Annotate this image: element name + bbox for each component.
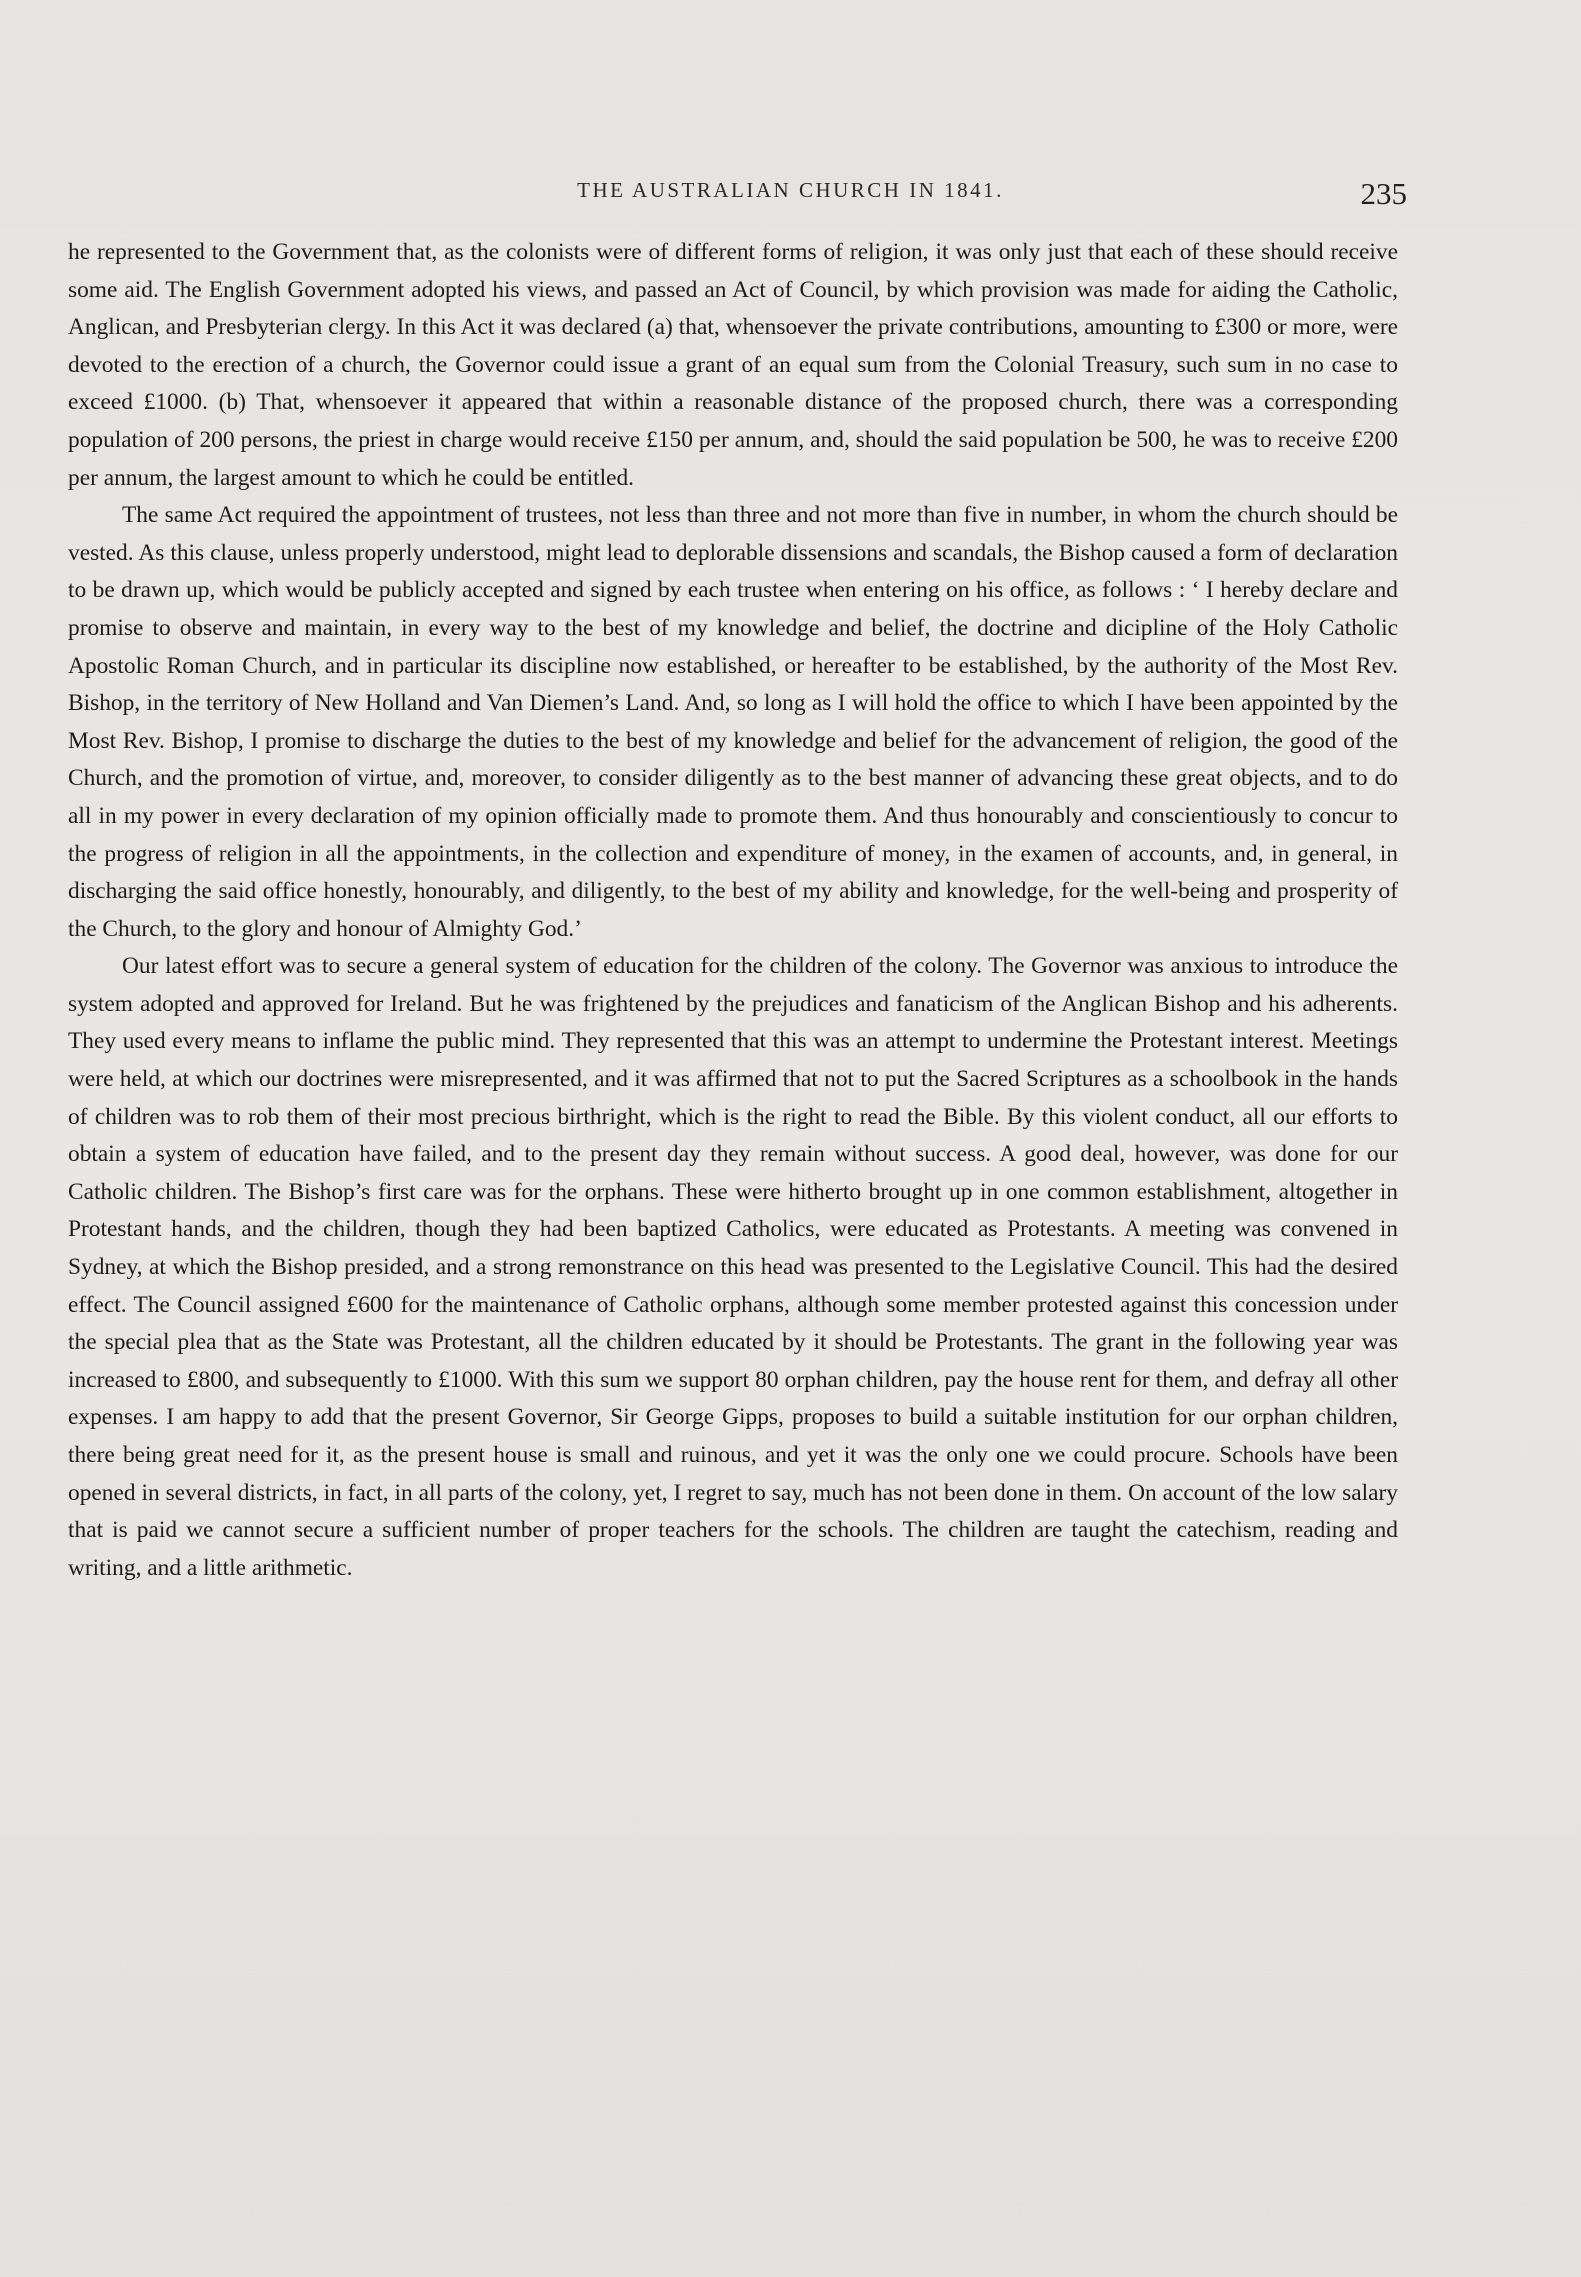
- paragraph-trustees: The same Act required the appointment of trustees, not less than three and not more than five in number, in whom the church should be vested. As this clause, unless properly understood, might lead to deplorable dissensions and scandals, the Bishop caused a form of declaration to be drawn up, which would be publicly accepted and signed by each trustee when entering on his office, as follows : ‘ I hereby declare and promise to observe and maintain, in every way to the best of my knowledge and belief, the doctrine and dicipline of the Holy Catholic Apostolic Roman Church, and in particular its discipline now established, or hereafter to be established, by the authority of the Most Rev. Bishop, in the territory of New Holland and Van Diemen’s Land. And, so long as I will hold the office to which I have been appointed by the Most Rev. Bishop, I promise to discharge the duties to the best of my knowledge and belief for the advancement of religion, the good of the Church, and the promotion of virtue, and, moreover, to consider diligently as to the best manner of advancing these great objects, and to do all in my power in every declaration of my opinion officially made to promote them. And thus honourably and conscientiously to concur to the progress of religion in all the appointments, in the collection and expenditure of money, in the examen of accounts, and, in general, in discharging the said office honestly, honourably, and diligently, to the best of my ability and knowledge, for the well-being and prosperity of the Church, to the glory and honour of Almighty God.’: [68, 502, 1398, 942]
- running-head: [0, 172, 1581, 222]
- page-number: 235: [1360, 176, 1407, 211]
- running-title: THE AUSTRALIAN CHURCH IN 1841.: [577, 178, 1004, 202]
- body-text: [68, 234, 1398, 1587]
- paragraph-education: Our latest effort was to secure a general system of education for the children of the colony. The Governor was anxious to introduce the system adopted and approved for Ireland. But he was frightened by the prejudices and fanaticism of the Anglican Bishop and his adherents. They used every means to inflame the public mind. They represented that this was an attempt to undermine the Protestant interest. Meetings were held, at which our doctrines were misrepresented, and it was affirmed that not to put the Sacred Scriptures as a schoolbook in the hands of children was to rob them of their most precious birthright, which is the right to read the Bible. By this violent conduct, all our efforts to obtain a system of education have failed, and to the present day they remain without success. A good deal, however, was done for our Catholic children. The Bishop’s first care was for the orphans. These were hitherto brought up in one common establishment, altogether in Protestant hands, and the children, though they had been baptized Catholics, were educated as Protestants. A meeting was convened in Sydney, at which the Bishop presided, and a strong remonstrance on this head was presented to the Legislative Council. This had the desired effect. The Council assigned £600 for the maintenance of Catholic orphans, although some member protested against this concession under the special plea that as the State was Protestant, all the children educated by it should be Protestants. The grant in the following year was increased to £800, and subsequently to £1000. With this sum we support 80 orphan children, pay the house rent for them, and defray all other expenses. I am happy to add that the present Governor, Sir George Gipps, proposes to build a suitable institution for our orphan children, there being great need for it, as the present house is small and ruinous, and yet it was the only one we could procure. Schools have been opened in several districts, in fact, in all parts of the colony, yet, I regret to say, much has not been done in them. On account of the low salary that is paid we cannot secure a sufficient number of proper teachers for the schools. The children are taught the catechism, reading and writing, and a little arithmetic.: [68, 953, 1398, 1581]
- paragraph-continued: he represented to the Government that, as the colonists were of different forms of religion, it was only just that each of these should receive some aid. The English Government adopted his views, and passed an Act of Council, by which provision was made for aiding the Catholic, Anglican, and Presbyterian clergy. In this Act it was declared (a) that, whensoever the private contributions, amounting to £300 or more, were devoted to the erection of a church, the Governor could issue a grant of an equal sum from the Colonial Treasury, such sum in no case to exceed £1000. (b) That, whensoever it appeared that within a reasonable distance of the proposed church, there was a corresponding population of 200 persons, the priest in charge would receive £150 per annum, and, should the said population be 500, he was to receive £200 per annum, the largest amount to which he could be entitled.: [68, 239, 1398, 491]
